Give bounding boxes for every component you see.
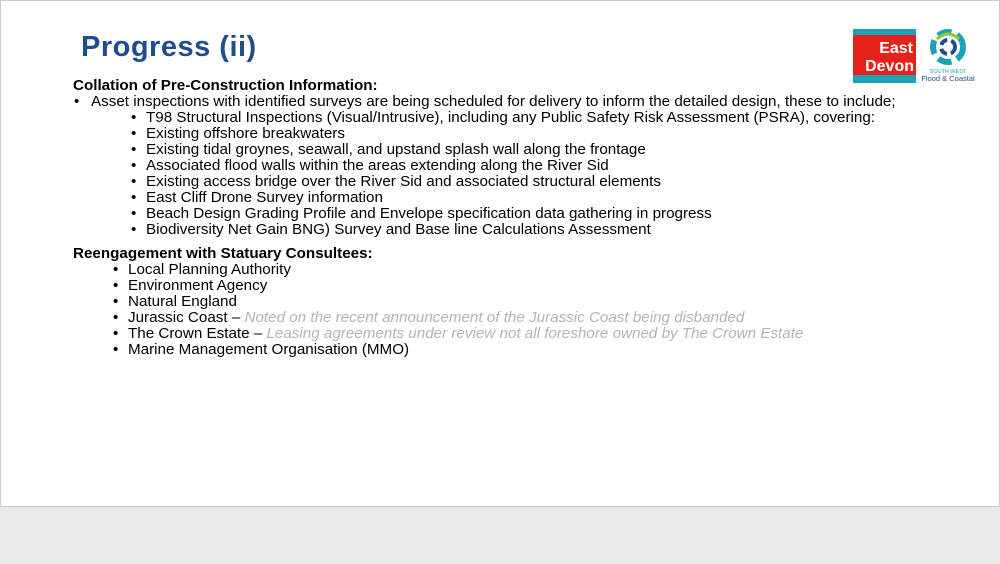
list-item: • Associated flood walls within the areas extending along the River Sid	[91, 158, 933, 174]
consultee-name: Environment Agency	[128, 277, 268, 294]
list-item: • T98 Structural Inspections (Visual/Intrusive), including any Public Safety Risk Assessment (PSRA), covering:	[91, 110, 933, 126]
consultee-list	[73, 262, 933, 358]
consultee-name: Jurassic Coast –	[128, 309, 245, 326]
consultee-note: Noted on the recent announcement of the Jurassic Coast being disbanded	[244, 309, 745, 326]
list-item	[73, 310, 933, 326]
list-item-text: Asset inspections with identified surveys are being scheduled for delivery to inform the detailed design, these to include;	[91, 93, 896, 110]
page-title: Progress (ii)	[81, 31, 257, 63]
list-item: • Existing tidal groynes, seawall, and upstand splash wall along the frontage	[91, 142, 933, 158]
slide-content	[73, 78, 933, 358]
list-item: • East Cliff Drone Survey information	[91, 190, 933, 206]
list-item: • Biodiversity Net Gain BNG) Survey and Base line Calculations Assessment	[91, 222, 933, 238]
list-item	[73, 278, 933, 294]
south-west-flood-coastal-logo	[917, 25, 979, 85]
logo-line-devon: Devon	[865, 58, 914, 75]
preconstruction-list	[73, 94, 933, 238]
list-item	[73, 294, 933, 310]
survey-list	[91, 110, 933, 238]
list-item	[73, 326, 933, 342]
list-item	[73, 94, 933, 238]
list-item: • Existing offshore breakwaters	[91, 126, 933, 142]
list-item	[73, 262, 933, 278]
list-item: • Existing access bridge over the River Sid and associated structural elements	[91, 174, 933, 190]
list-item: • Beach Design Grading Profile and Envelope specification data gathering in progress	[91, 206, 933, 222]
section-heading-preconstruction: Collation of Pre-Construction Information:	[73, 77, 378, 94]
east-devon-logo	[853, 29, 916, 83]
list-item	[73, 342, 933, 358]
logo-line-east: East	[879, 40, 913, 57]
section-heading-consultees: Reengagement with Statuary Consultees:	[73, 245, 373, 262]
consultee-note: Leasing agreements under review not all foreshore owned by The Crown Estate	[266, 325, 804, 342]
logo-south-west-text: SOUTH WEST	[929, 69, 967, 75]
consultee-name: The Crown Estate –	[128, 325, 267, 342]
logo-flood-coastal-text: Flood & Coastal	[921, 74, 975, 83]
consultee-name: Natural England	[128, 293, 237, 310]
consultee-name: Marine Management Organisation (MMO)	[128, 341, 410, 358]
slide-bottom-band	[0, 507, 1000, 564]
consultee-name: Local Planning Authority	[128, 261, 291, 278]
